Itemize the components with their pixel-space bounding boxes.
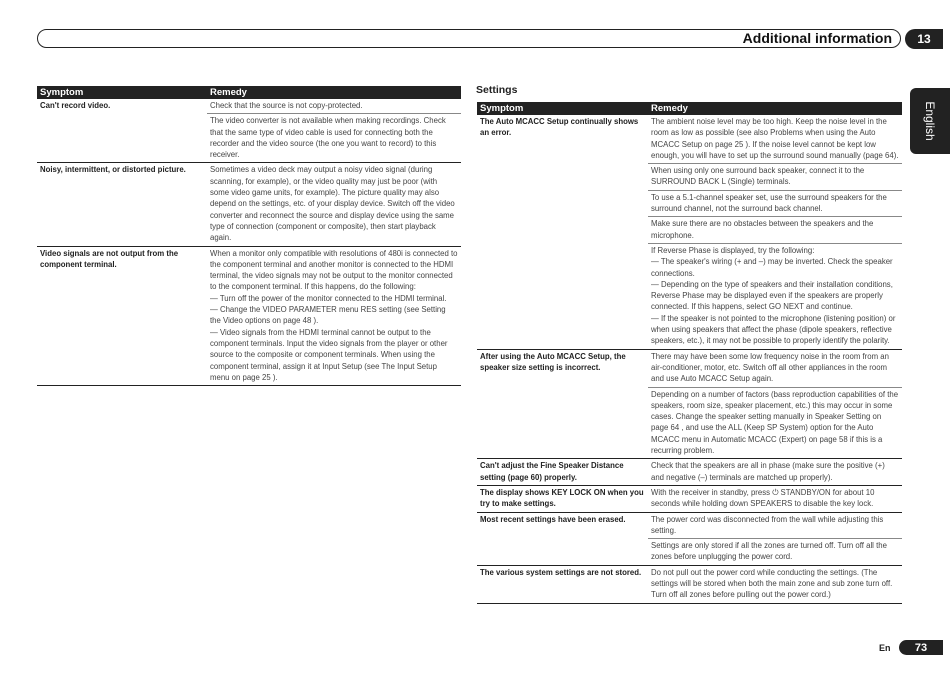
section-title: Settings	[476, 84, 518, 96]
table-row	[37, 99, 461, 114]
symptom-cell: Video signals are not output from the component terminal.	[37, 246, 207, 386]
remedy-cell: To use a 5.1-channel speaker set, use the surround speakers for the surround channel, not the surround back channel.	[648, 190, 902, 217]
table-row	[37, 246, 461, 386]
page-number: 73	[899, 640, 943, 655]
remedy-cell: When a monitor only compatible with resolutions of 480i is connected to the component terminal and another monitor is connected to the HDMI terminal, the video signals may not be output to the monitor connected to the component terminal. If this happens, do the following: — Turn off the power of the monitor connected to the HDMI terminal. — Change the VIDEO PARAMETER menu RES setting (see Setting the Video options on page 48 ). — Video signals from the HDMI terminal cannot be output to the component terminals. Input the video signals from the player or other source to the composite or component terminals. When using the component terminal, assign it at Input Setup (see The Input Setup menu on page 25 ).	[207, 246, 461, 386]
symptom-cell: Can't record video.	[37, 99, 207, 163]
troubleshooting-table-left	[37, 86, 461, 386]
remedy-cell: Check that the source is not copy-protected.	[207, 99, 461, 114]
table-row	[477, 565, 902, 603]
remedy-cell: The ambient noise level may be too high. Keep the noise level in the room as low as possible (see also Problems when using the Auto MCACC Setup on page 25 ). If the noise level cannot be kept low enough, you will have to set up the surround sound manually (page 64).	[648, 115, 902, 164]
symptom-header: Symptom	[37, 86, 207, 99]
remedy-header: Remedy	[648, 102, 902, 115]
language-tab	[910, 88, 950, 154]
symptom-header: Symptom	[477, 102, 648, 115]
remedy-cell: When using only one surround back speaker, connect it to the SURROUND BACK L (Single) terminals.	[648, 164, 902, 191]
remedy-cell: The power cord was disconnected from the wall while adjusting this setting.	[648, 512, 902, 539]
table-row	[477, 459, 902, 486]
page-title: Additional information	[742, 30, 892, 46]
symptom-cell: Can't adjust the Fine Speaker Distance setting (page 60) properly.	[477, 459, 648, 486]
table-row	[477, 115, 902, 164]
remedy-header: Remedy	[207, 86, 461, 99]
remedy-cell: There may have been some low frequency noise in the room from an air-conditioner, motor, etc. Switch off all other appliances in the room and use Auto MCACC Setup again.	[648, 349, 902, 387]
remedy-cell: If Reverse Phase is displayed, try the following: — The speaker's wiring (+ and –) may be inverted. Check the speaker connections. — Depending on the type of speakers and their installation conditions, Reverse Phase may be displayed even if the speakers are properly connected. If this happens, select GO NEXT and continue. — If the speaker is not pointed to the microphone (listening position) or when using speakers that affect the phase (dipole speakers, reflective speakers, etc.), it may not be possible to properly identify the polarity.	[648, 243, 902, 349]
symptom-cell: After using the Auto MCACC Setup, the speaker size setting is incorrect.	[477, 349, 648, 459]
chapter-number: 13	[905, 29, 943, 49]
remedy-cell: Check that the speakers are all in phase (make sure the positive (+) and negative (–) terminals are matched up properly).	[648, 459, 902, 486]
remedy-cell: Settings are only stored if all the zones are turned off. Turn off all the zones before unplugging the power cord.	[648, 539, 902, 566]
table-row	[477, 512, 902, 539]
symptom-cell: Most recent settings have been erased.	[477, 512, 648, 565]
remedy-cell: The video converter is not available when making recordings. Check that the same type of video cable is used for connecting both the recorder and the video source (the one you want to record) to this receiver.	[207, 114, 461, 163]
remedy-cell: Depending on a number of factors (bass reproduction capabilities of the speakers, room size, speaker placement, etc.) this may occur in some cases. Change the speaker setting manually in Speaker Setting on page 64 , and use the ALL (Keep SP System) option for the Auto MCACC menu in Automatic MCACC (Expert) on page 58 if this is a recurring problem.	[648, 387, 902, 459]
table-row	[37, 163, 461, 246]
remedy-cell: Make sure there are no obstacles between the speakers and the microphone.	[648, 217, 902, 244]
language-tab-label: English	[923, 101, 937, 141]
symptom-cell: The various system settings are not stored.	[477, 565, 648, 603]
symptom-cell: The Auto MCACC Setup continually shows an error.	[477, 115, 648, 349]
remedy-cell: Sometimes a video deck may output a noisy video signal (during scanning, for example), or the video quality may just be poor (with some video game units, for example). The picture quality may also depend on the settings, etc. of your display device. Switch off the video converter and reconnect the source and display device using the same type of connection (component or composite), then start playback again.	[207, 163, 461, 246]
footer-language: En	[879, 643, 891, 653]
symptom-cell: Noisy, intermittent, or distorted picture.	[37, 163, 207, 246]
table-row	[477, 485, 902, 512]
remedy-cell: Do not pull out the power cord while conducting the settings. (The settings will be stored when both the main zone and sub zone turn off. Turn off all zones before pulling out the power cord.)	[648, 565, 902, 603]
symptom-cell: The display shows KEY LOCK ON when you try to make settings.	[477, 485, 648, 512]
troubleshooting-table-settings	[477, 102, 902, 604]
table-row	[477, 349, 902, 387]
remedy-cell: With the receiver in standby, press ⏻ STANDBY/ON for about 10 seconds while holding down SPEAKERS to disable the key lock.	[648, 485, 902, 512]
